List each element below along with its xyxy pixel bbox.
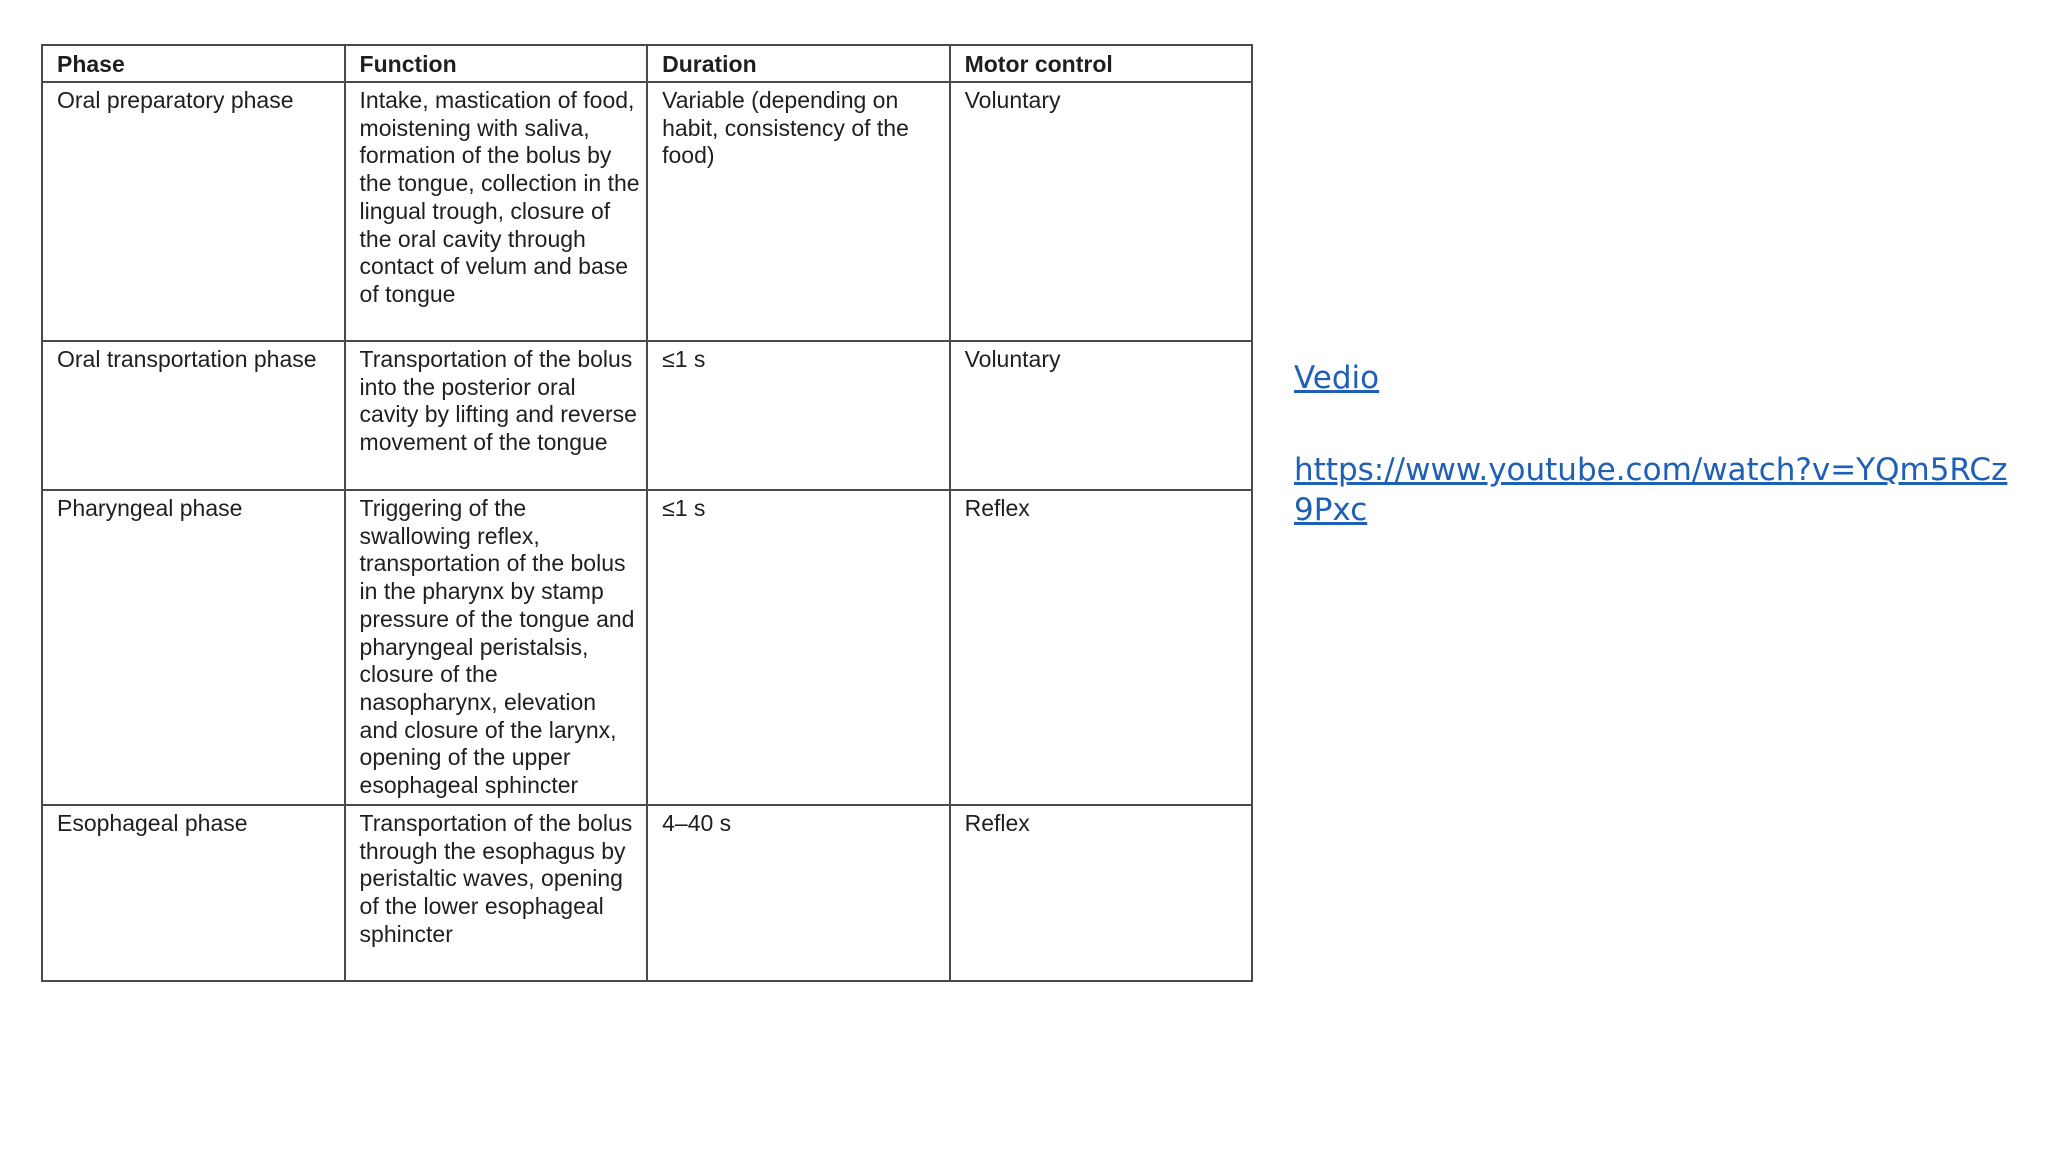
table-row bbox=[42, 82, 1252, 341]
cell-function: Transportation of the bolus into the posterior oral cavity by lifting and reverse movement of the tongue bbox=[345, 341, 648, 490]
youtube-url-link[interactable]: https://www.youtube.com/watch?v=YQm5RCz9Pxc bbox=[1294, 452, 2008, 528]
cell-motor-control: Reflex bbox=[950, 490, 1252, 805]
header-duration: Duration bbox=[647, 45, 949, 82]
table-row bbox=[42, 341, 1252, 490]
cell-motor-control: Voluntary bbox=[950, 341, 1252, 490]
cell-phase: Oral transportation phase bbox=[42, 341, 345, 490]
table-row bbox=[42, 805, 1252, 981]
cell-motor-control: Reflex bbox=[950, 805, 1252, 981]
cell-function: Intake, mastication of food, moistening with saliva, formation of the bolus by the tongue, collection in the lingual trough, closure of the oral cavity through contact of velum and base of tongue bbox=[345, 82, 648, 341]
cell-phase: Oral preparatory phase bbox=[42, 82, 345, 341]
cell-function: Transportation of the bolus through the esophagus by peristaltic waves, opening of the lower esophageal sphincter bbox=[345, 805, 648, 981]
link-spacer bbox=[1294, 398, 2014, 450]
cell-phase: Esophageal phase bbox=[42, 805, 345, 981]
side-links bbox=[1294, 358, 2014, 530]
cell-duration: ≤1 s bbox=[647, 490, 949, 805]
cell-duration: Variable (depending on habit, consistency of the food) bbox=[647, 82, 949, 341]
cell-function: Triggering of the swallowing reflex, transportation of the bolus in the pharynx by stamp pressure of the tongue and pharyngeal peristalsis, closure of the nasopharynx, elevation and closure of the larynx, opening of the upper esophageal sphincter bbox=[345, 490, 648, 805]
cell-motor-control: Voluntary bbox=[950, 82, 1252, 341]
video-link[interactable]: Vedio bbox=[1294, 360, 1380, 396]
header-motor-control: Motor control bbox=[950, 45, 1252, 82]
swallowing-phases-table bbox=[41, 44, 1253, 982]
table-header-row bbox=[42, 45, 1252, 82]
header-phase: Phase bbox=[42, 45, 345, 82]
cell-duration: 4–40 s bbox=[647, 805, 949, 981]
table-row bbox=[42, 490, 1252, 805]
header-function: Function bbox=[345, 45, 648, 82]
cell-phase: Pharyngeal phase bbox=[42, 490, 345, 805]
cell-duration: ≤1 s bbox=[647, 341, 949, 490]
